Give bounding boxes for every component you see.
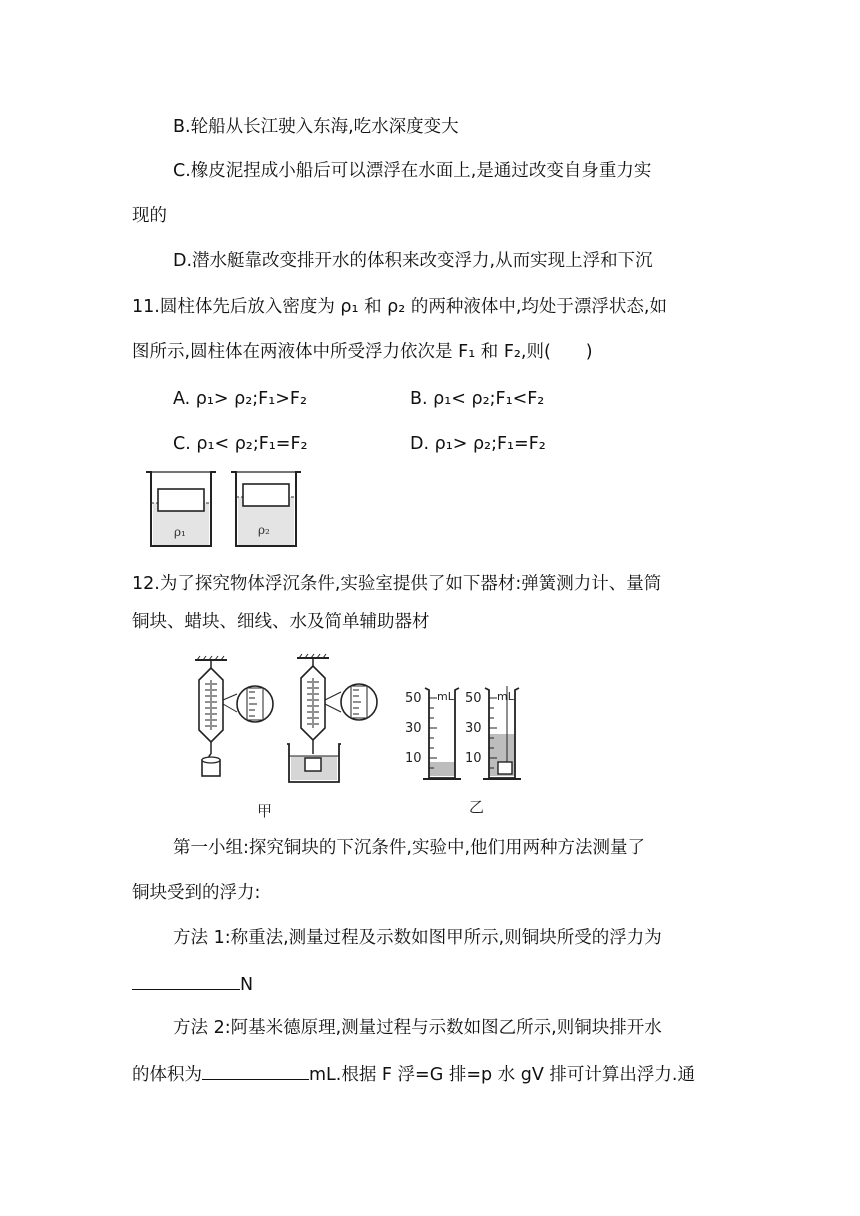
method2-answer-blank[interactable] (202, 1061, 309, 1080)
group1-line2: 铜块受到的浮力: (132, 883, 261, 903)
q11-option-a: A. ρ₁> ρ₂;F₁>F₂ (173, 389, 307, 409)
graduated-cylinder-after (465, 686, 521, 779)
cyl1-unit: mL (437, 690, 454, 703)
cyl2-tick-10: 10 (465, 751, 482, 766)
beaker-rho1 (146, 472, 216, 546)
q11-option-d: D. ρ₁> ρ₂;F₁=F₂ (410, 434, 546, 454)
cyl2-tick-50: 50 (465, 691, 482, 706)
rho2-label: ρ₂ (258, 523, 270, 537)
method2-prefix: 的体积为 (132, 1065, 202, 1085)
method2-suffix: mL.根据 F 浮=G 排=p 水 gV 排可计算出浮力.通 (309, 1065, 695, 1085)
cyl2-unit: mL (497, 690, 514, 703)
cyl2-tick-30: 30 (465, 721, 482, 736)
q12-experiment-figure (185, 650, 545, 820)
group1-line1: 第一小组:探究铜块的下沉条件,实验中,他们用两种方法测量了 (173, 838, 646, 858)
method1-line1: 方法 1:称重法,测量过程及示数如图甲所示,则铜块所受的浮力为 (173, 928, 662, 948)
q11-stem-line2: 图所示,圆柱体在两液体中所受浮力依次是 F₁ 和 F₂,则( ) (132, 342, 593, 362)
method2-line1: 方法 2:阿基米德原理,测量过程与示数如图乙所示,则铜块排开水 (173, 1018, 662, 1038)
method1-line2 (132, 971, 253, 997)
cyl1-tick-10: 10 (405, 751, 422, 766)
q12-stem-line2: 铜块、蜡块、细线、水及简单辅助器材 (132, 612, 430, 632)
q12-stem-line1: 12.为了探究物体浮沉条件,实验室提供了如下器材:弹簧测力计、量筒 (132, 574, 662, 594)
option-b: B.轮船从长江驶入东海,吃水深度变大 (173, 117, 459, 137)
figure-label-jia: 甲 (257, 802, 273, 820)
method1-unit: N (240, 975, 254, 995)
option-c-line2: 现的 (132, 206, 167, 226)
graduated-cylinder-before (405, 688, 461, 779)
option-c-line1: C.橡皮泥捏成小船后可以漂浮在水面上,是通过改变自身重力实 (173, 161, 652, 181)
cyl1-tick-30: 30 (405, 721, 422, 736)
figure-label-yi: 乙 (469, 798, 485, 816)
rho1-label: ρ₁ (174, 525, 186, 539)
spring-scale-in-water (287, 654, 377, 782)
q11-option-c: C. ρ₁< ρ₂;F₁=F₂ (173, 434, 308, 454)
spring-scale-in-air (195, 656, 273, 776)
q11-beakers-figure (138, 464, 318, 554)
method1-answer-blank[interactable] (132, 971, 240, 990)
cyl1-tick-50: 50 (405, 691, 422, 706)
beaker-rho2 (231, 472, 301, 546)
option-d: D.潜水艇靠改变排开水的体积来改变浮力,从而实现上浮和下沉 (173, 251, 653, 271)
q11-option-b: B. ρ₁< ρ₂;F₁<F₂ (410, 389, 545, 409)
q11-stem-line1: 11.圆柱体先后放入密度为 ρ₁ 和 ρ₂ 的两种液体中,均处于漂浮状态,如 (132, 297, 667, 317)
method2-line2 (132, 1061, 695, 1087)
